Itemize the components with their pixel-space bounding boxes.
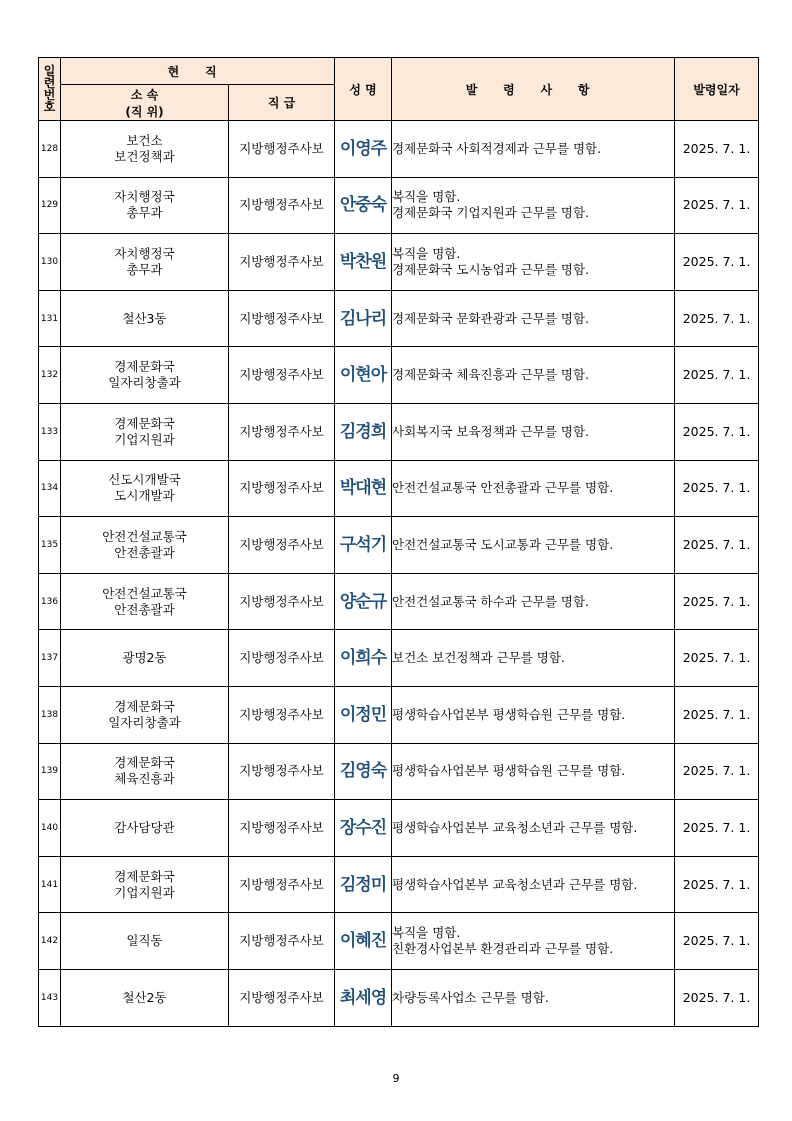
order-line: 평생학습사업본부 교육청소년과 근무를 명함.	[392, 876, 638, 892]
order-line: 평생학습사업본부 교육청소년과 근무를 명함.	[392, 819, 638, 835]
order-description-cell	[392, 913, 675, 970]
person-name-cell: 김나리	[335, 290, 392, 347]
personnel-order-table	[38, 57, 759, 1027]
person-name-cell: 안중숙	[335, 177, 392, 234]
department-header: 소 속 (직 위)	[61, 85, 229, 121]
order-description-cell	[392, 460, 675, 517]
department-cell	[61, 913, 229, 970]
department-line: 총무과	[126, 205, 163, 221]
serial-number-cell: 132	[39, 347, 61, 404]
department-cell	[61, 856, 229, 913]
grade-cell: 지방행정주사보	[229, 913, 335, 970]
department-line: 감사담당관	[114, 819, 175, 835]
person-name-cell: 박대현	[335, 460, 392, 517]
grade-cell: 지방행정주사보	[229, 573, 335, 630]
department-cell	[61, 630, 229, 687]
order-line: 경제문화국 체육진흥과 근무를 명함.	[392, 367, 590, 383]
effective-date-cell: 2025. 7. 1.	[675, 460, 759, 517]
serial-number-cell: 131	[39, 290, 61, 347]
grade-header: 직 급	[229, 85, 335, 121]
serial-number-cell: 138	[39, 686, 61, 743]
department-line: 안전총괄과	[114, 544, 175, 560]
department-cell	[61, 121, 229, 178]
order-line: 경제문화국 기업지원과 근무를 명함.	[392, 205, 590, 221]
department-cell	[61, 234, 229, 291]
person-name-cell: 이영주	[335, 121, 392, 178]
serial-number-cell: 140	[39, 800, 61, 857]
serial-number-header: 일 련 번 호	[39, 58, 61, 121]
serial-number-cell: 135	[39, 517, 61, 574]
order-line: 차량등록사업소 근무를 명함.	[392, 989, 549, 1005]
department-cell	[61, 686, 229, 743]
effective-date-cell: 2025. 7. 1.	[675, 517, 759, 574]
department-line: 경제문화국	[114, 868, 175, 884]
grade-cell: 지방행정주사보	[229, 743, 335, 800]
department-cell	[61, 403, 229, 460]
order-description-cell	[392, 517, 675, 574]
department-line: 보건소	[126, 132, 163, 148]
department-line: 광명2동	[122, 650, 167, 666]
department-cell	[61, 177, 229, 234]
order-description-cell	[392, 969, 675, 1026]
department-line: 총무과	[126, 261, 163, 277]
name-header: 성 명	[335, 58, 392, 121]
grade-cell: 지방행정주사보	[229, 856, 335, 913]
department-line: 경제문화국	[114, 415, 175, 431]
order-description-cell	[392, 347, 675, 404]
department-line: 자치행정국	[114, 245, 175, 261]
person-name-cell: 이희수	[335, 630, 392, 687]
department-line: 기업지원과	[114, 431, 175, 447]
order-description-cell	[392, 290, 675, 347]
department-line: 일자리창출과	[108, 375, 181, 391]
person-name-cell: 구석기	[335, 517, 392, 574]
serial-number-cell: 141	[39, 856, 61, 913]
department-line: 경제문화국	[114, 698, 175, 714]
order-line: 사회복지국 보육정책과 근무를 명함.	[392, 423, 590, 439]
current-position-header: 현 직	[61, 58, 335, 85]
table-row	[39, 969, 759, 1026]
grade-cell: 지방행정주사보	[229, 177, 335, 234]
table-row	[39, 517, 759, 574]
grade-cell: 지방행정주사보	[229, 290, 335, 347]
effective-date-cell: 2025. 7. 1.	[675, 630, 759, 687]
department-cell	[61, 969, 229, 1026]
person-name-cell: 김경희	[335, 403, 392, 460]
serial-number-cell: 133	[39, 403, 61, 460]
table-row	[39, 686, 759, 743]
effective-date-cell: 2025. 7. 1.	[675, 743, 759, 800]
grade-cell: 지방행정주사보	[229, 234, 335, 291]
department-line: 경제문화국	[114, 359, 175, 375]
grade-cell: 지방행정주사보	[229, 403, 335, 460]
order-description-cell	[392, 403, 675, 460]
effective-date-cell: 2025. 7. 1.	[675, 234, 759, 291]
effective-date-cell: 2025. 7. 1.	[675, 969, 759, 1026]
department-line: 경제문화국	[114, 755, 175, 771]
table-row	[39, 913, 759, 970]
grade-cell: 지방행정주사보	[229, 121, 335, 178]
department-line: 일직동	[126, 933, 163, 949]
department-line: 안전총괄과	[114, 601, 175, 617]
table-row	[39, 573, 759, 630]
department-line: 기업지원과	[114, 884, 175, 900]
department-cell	[61, 743, 229, 800]
order-line: 경제문화국 사회적경제과 근무를 명함.	[392, 140, 602, 156]
effective-date-cell: 2025. 7. 1.	[675, 913, 759, 970]
department-line: 안전건설교통국	[102, 528, 187, 544]
department-line: 보건정책과	[114, 148, 175, 164]
grade-cell: 지방행정주사보	[229, 800, 335, 857]
department-line: 자치행정국	[114, 189, 175, 205]
effective-date-cell: 2025. 7. 1.	[675, 177, 759, 234]
serial-number-cell: 128	[39, 121, 61, 178]
department-line: 일자리창출과	[108, 714, 181, 730]
order-description-cell	[392, 856, 675, 913]
date-header: 발령일자	[675, 58, 759, 121]
table-row	[39, 743, 759, 800]
department-line: 철산3동	[122, 310, 167, 326]
department-line: 도시개발과	[114, 488, 175, 504]
grade-cell: 지방행정주사보	[229, 460, 335, 517]
order-description-cell	[392, 630, 675, 687]
order-line: 경제문화국 문화관광과 근무를 명함.	[392, 310, 590, 326]
department-cell	[61, 517, 229, 574]
serial-number-cell: 142	[39, 913, 61, 970]
table-row	[39, 121, 759, 178]
person-name-cell: 김영숙	[335, 743, 392, 800]
order-description-cell	[392, 743, 675, 800]
person-name-cell: 박찬원	[335, 234, 392, 291]
order-line: 복직을 명함.	[392, 189, 461, 205]
order-line: 안전건설교통국 도시교통과 근무를 명함.	[392, 536, 614, 552]
order-line: 복직을 명함.	[392, 245, 461, 261]
serial-number-cell: 139	[39, 743, 61, 800]
order-line: 안전건설교통국 하수과 근무를 명함.	[392, 593, 590, 609]
grade-cell: 지방행정주사보	[229, 630, 335, 687]
person-name-cell: 김정미	[335, 856, 392, 913]
serial-number-cell: 143	[39, 969, 61, 1026]
table-row	[39, 800, 759, 857]
order-line: 복직을 명함.	[392, 925, 461, 941]
department-line: 신도시개발국	[108, 472, 181, 488]
person-name-cell: 최세영	[335, 969, 392, 1026]
table-row	[39, 403, 759, 460]
effective-date-cell: 2025. 7. 1.	[675, 800, 759, 857]
grade-cell: 지방행정주사보	[229, 686, 335, 743]
department-line: 안전건설교통국	[102, 585, 187, 601]
order-description-cell	[392, 800, 675, 857]
table-row	[39, 347, 759, 404]
order-line: 보건소 보건정책과 근무를 명함.	[392, 650, 565, 666]
person-name-cell: 양순규	[335, 573, 392, 630]
department-cell	[61, 800, 229, 857]
table-row	[39, 234, 759, 291]
person-name-cell: 이현아	[335, 347, 392, 404]
serial-number-cell: 137	[39, 630, 61, 687]
serial-number-cell: 134	[39, 460, 61, 517]
order-description-cell	[392, 177, 675, 234]
department-line: 체육진흥과	[114, 771, 175, 787]
department-cell	[61, 573, 229, 630]
grade-cell: 지방행정주사보	[229, 517, 335, 574]
effective-date-cell: 2025. 7. 1.	[675, 573, 759, 630]
department-cell	[61, 460, 229, 517]
serial-number-cell: 130	[39, 234, 61, 291]
effective-date-cell: 2025. 7. 1.	[675, 686, 759, 743]
person-name-cell: 장수진	[335, 800, 392, 857]
grade-cell: 지방행정주사보	[229, 347, 335, 404]
order-description-cell	[392, 573, 675, 630]
effective-date-cell: 2025. 7. 1.	[675, 290, 759, 347]
effective-date-cell: 2025. 7. 1.	[675, 121, 759, 178]
serial-number-cell: 136	[39, 573, 61, 630]
order-line: 안전건설교통국 안전총괄과 근무를 명함.	[392, 480, 614, 496]
table-row	[39, 177, 759, 234]
order-line: 평생학습사업본부 평생학습원 근무를 명함.	[392, 706, 626, 722]
effective-date-cell: 2025. 7. 1.	[675, 347, 759, 404]
order-description-cell	[392, 234, 675, 291]
order-line: 친환경사업본부 환경관리과 근무를 명함.	[392, 941, 614, 957]
department-cell	[61, 347, 229, 404]
effective-date-cell: 2025. 7. 1.	[675, 403, 759, 460]
person-name-cell: 이정민	[335, 686, 392, 743]
order-line: 경제문화국 도시농업과 근무를 명함.	[392, 261, 590, 277]
department-cell	[61, 290, 229, 347]
order-line: 평생학습사업본부 평생학습원 근무를 명함.	[392, 763, 626, 779]
table-row	[39, 290, 759, 347]
order-description-cell	[392, 121, 675, 178]
serial-number-cell: 129	[39, 177, 61, 234]
department-line: 철산2동	[122, 989, 167, 1005]
table-row	[39, 460, 759, 517]
grade-cell: 지방행정주사보	[229, 969, 335, 1026]
person-name-cell: 이혜진	[335, 913, 392, 970]
table-row	[39, 630, 759, 687]
order-header: 발 령 사 항	[392, 58, 675, 121]
page-number: 9	[392, 1072, 400, 1085]
order-description-cell	[392, 686, 675, 743]
table-row	[39, 856, 759, 913]
effective-date-cell: 2025. 7. 1.	[675, 856, 759, 913]
